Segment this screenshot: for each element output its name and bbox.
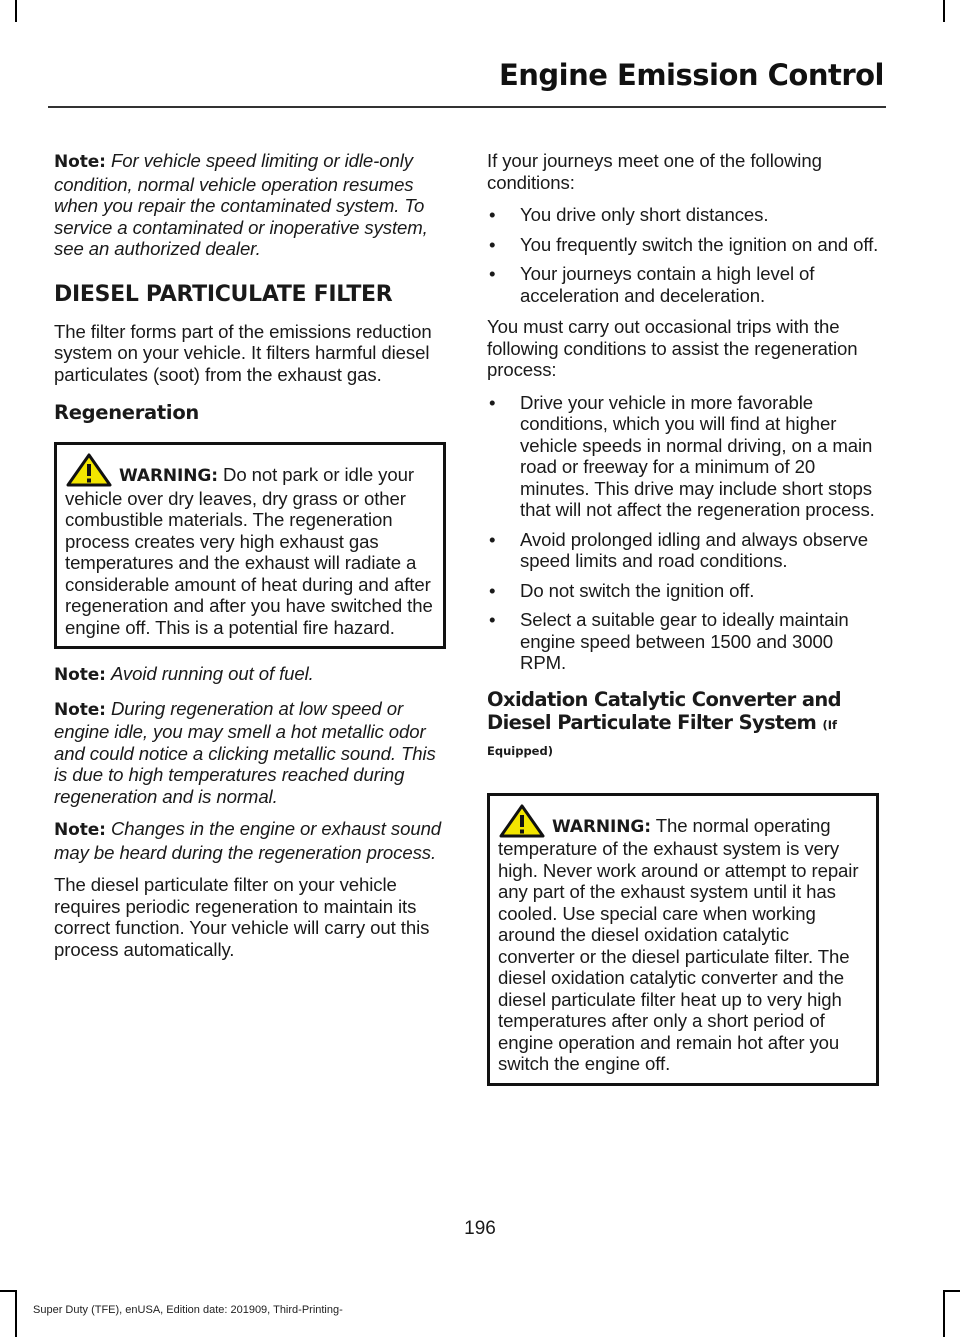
bullet-glyph: •: [489, 204, 496, 225]
dpf-intro-paragraph: The filter forms part of the emissions reduction system on your vehicle. It filters harmful diesel particulates (soot) from the exhaust gas.: [54, 320, 432, 385]
note-regeneration-smell: [54, 698, 446, 808]
note-label: Note:: [54, 152, 106, 172]
page-header: [48, 58, 884, 92]
warning-text: Do not park or idle your vehicle over dry leaves, dry grass or other combustible materials. The regeneration process creates very high exhaust gas temperatures and the exhaust will radiate a considerable amount of heat during and after regeneration and after you have switched the engine off. This is a potential fire hazard.: [65, 464, 433, 638]
list-item-text: Your journeys contain a high level of acceleration and deceleration.: [520, 263, 815, 306]
note-label: Note:: [54, 820, 106, 840]
warning-triangle-icon: [65, 453, 117, 487]
if-equipped-suffix: Equipped): [487, 743, 553, 758]
list-item-text: You drive only short distances.: [520, 204, 769, 225]
list-item: [487, 529, 879, 572]
list-item: [487, 392, 879, 521]
crop-mark-bottom-right-h: [943, 1290, 960, 1292]
right-column: [487, 150, 879, 1100]
bullet-glyph: •: [489, 609, 496, 630]
list-item: [487, 234, 879, 256]
crop-mark-bottom-right-v: [943, 1290, 945, 1337]
list-item-text: Avoid prolonged idling and always observe speed limits and road conditions.: [520, 528, 869, 571]
journeys-intro: If your journeys meet one of the following conditions:: [487, 150, 822, 193]
note-text: Changes in the engine or exhaust sound may be heard during the regeneration process.: [54, 818, 442, 863]
subsection-title-text: Oxidation Catalytic Converter and Diesel Particulate Filter System: [487, 687, 842, 734]
footer-edition-info: Super Duty (TFE), enUSA, Edition date: 201909, Third-Printing-: [33, 1304, 343, 1316]
crop-mark-top-right-v: [943, 0, 945, 22]
bullet-glyph: •: [489, 528, 496, 550]
list-item-text: Drive your vehicle in more favorable conditions, which you will find at higher vehicle speeds in normal driving, on a main road or freeway for a minimum of 20 minutes. This drive may include short stops that will not affect the regeneration process.: [520, 391, 875, 520]
section-title-dpf: DIESEL PARTICULATE FILTER: [54, 281, 393, 307]
list-item: [487, 263, 879, 306]
bullet-glyph: •: [489, 579, 496, 601]
note-text: For vehicle speed limiting or idle-only condition, normal vehicle operation resumes when you repair the contaminated system. To service a contaminated or inoperative system, see an authorized dealer.: [54, 150, 428, 259]
note-text: During regeneration at low speed or engine idle, you may smell a hot metallic odor and could notice a clicking metallic sound. This is due to high temperatures reached during regeneration and is normal.: [54, 697, 436, 807]
list-item-text: Select a suitable gear to ideally maintain engine speed between 1500 and 3000 RPM.: [520, 609, 849, 673]
bullet-glyph: •: [489, 391, 496, 413]
note-label: Note:: [54, 665, 106, 685]
warning-box-fire-hazard: [54, 442, 446, 649]
if-equipped-prefix: (If: [822, 717, 837, 732]
page-number: 196: [464, 1218, 496, 1239]
crop-mark-bottom-left-h: [0, 1290, 17, 1292]
note-fuel: [54, 663, 446, 687]
warning-label: WARNING:: [119, 466, 218, 486]
page-title: Engine Emission Control: [498, 58, 884, 92]
header-rule: [48, 106, 886, 108]
journey-conditions-list: [487, 204, 879, 306]
left-column: [54, 150, 446, 971]
list-item-text: Do not switch the ignition off.: [520, 579, 755, 601]
note-contaminated-system: [54, 150, 446, 260]
crop-mark-bottom-left-v: [15, 1290, 17, 1337]
occasional-trips-paragraph: You must carry out occasional trips with the following conditions to assist the regeneration process:: [487, 316, 858, 380]
warning-paragraph: [65, 453, 435, 638]
note-text: Avoid running out of fuel.: [110, 663, 314, 684]
warning-triangle-icon: [498, 804, 550, 838]
warning-label: WARNING:: [552, 816, 651, 837]
warning-text: The normal operating temperature of the exhaust system is very high. Never work around or attempt to repair any part of the exhaust system until it has cooled. Use special care when working around the diesel oxidation catalytic converter or the diesel particulate filter. The diesel oxidation catalytic converter and the diesel particulate filter heat up to very high temperatures after only a short period of engine operation and remain hot after you switch the engine off.: [498, 814, 859, 1074]
bullet-glyph: •: [489, 233, 496, 255]
list-item: [487, 580, 879, 602]
dpf-regeneration-paragraph: The diesel particulate filter on your vehicle requires periodic regeneration to maintain its correct function. Your vehicle will carry out this process automatically.: [54, 874, 430, 960]
subsection-title-oxidation-catalytic: [487, 688, 879, 763]
warning-box-exhaust-temperature: [487, 793, 879, 1086]
list-item: [487, 609, 879, 674]
note-engine-sound: [54, 818, 446, 863]
subsection-title-regeneration: Regeneration: [54, 401, 199, 424]
note-label: Note:: [54, 699, 106, 720]
list-item-text: You frequently switch the ignition on and off.: [520, 233, 879, 255]
crop-mark-top-left-v: [15, 0, 17, 22]
bullet-glyph: •: [489, 263, 496, 284]
warning-paragraph: [498, 804, 868, 1075]
trip-conditions-list: [487, 392, 879, 674]
list-item: [487, 204, 879, 226]
